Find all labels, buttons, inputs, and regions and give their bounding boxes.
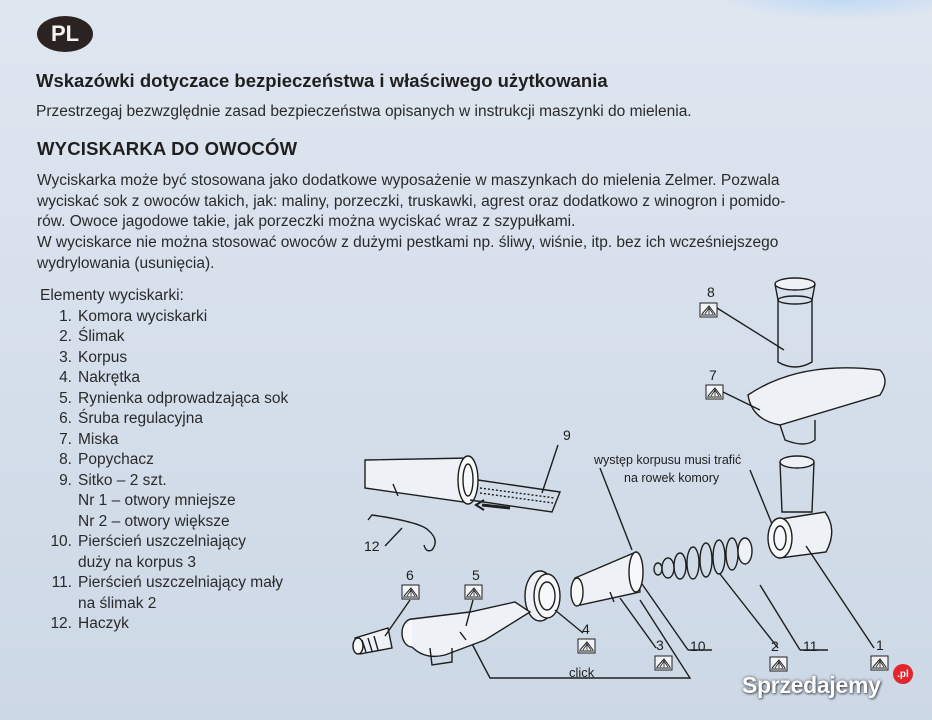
assembly-note-line1: występ korpusu musi trafić [594,453,742,467]
item-label: Nr 2 – otwory większe [78,512,230,530]
juice-spout-part-5 [402,602,530,665]
callout-10: 10 [690,638,706,654]
callout-5: 5 [472,567,480,583]
callout-11: 11 [803,638,818,654]
adjusting-screw-part-6 [353,628,392,654]
callout-2: 2 [771,638,779,654]
item-label: Śruba regulacyjna [78,410,203,427]
item-label: Pierścień uszczelniający mały [78,574,284,591]
item-number: 7. [59,430,72,448]
callout-8: 8 [707,284,715,300]
part-icon [578,639,595,653]
item-label: na ślimak 2 [78,594,157,612]
item-label: Rynienka odprowadzająca sok [78,389,289,407]
part-icon [871,656,888,670]
item-label: Komora wyciskarki [78,307,208,325]
callout-9: 9 [563,427,571,443]
chamber-part-1 [768,456,832,558]
paragraph-line: Wyciskarka może być stosowana jako dodatkowe wyposażenie w maszynkach do mielenia Zelmer. Pozwala [37,172,780,189]
item-label: Nakrętka [78,369,141,386]
callout-12: 12 [364,538,380,554]
callout-3: 3 [656,637,664,653]
watermark-logo: Sprzedajemy [742,672,881,698]
item-label: Korpus [78,348,128,366]
page-subtitle: Przestrzegaj bezwzględnie zasad bezpieczeństwa opisanych w instrukcji maszynki do mielenia. [36,103,692,120]
nut-part-4 [525,571,560,621]
assembly-note-line2: na rowek komory [624,471,720,485]
screw-part-2 [662,538,752,579]
watermark-badge: .pl [893,664,913,684]
page-title: Wskazówki dotyczace bezpieczeństwa i właściwego użytkowania [36,70,608,91]
paragraph-line: rów. Owoce jagodowe takie, jak porzeczki można wyciskać wraz z szypułkami. [37,213,576,230]
sieve-part-9 [365,456,560,512]
parts-list-header: Elementy wyciskarki: [40,287,184,304]
part-icon [700,303,717,317]
item-number: 9. [59,471,72,489]
bowl-part-7 [748,368,885,444]
language-badge: PL [37,16,93,52]
paragraph-line: wyciskać sok z owoców takich, jak: maliny, porzeczki, truskawki, agrest oraz dodatkowo z winogron i pomido- [37,192,786,210]
part-icon [655,656,672,670]
callout-1: 1 [876,637,884,653]
item-label: duży na korpus 3 [78,553,197,571]
item-label: Nr 1 – otwory mniejsze [78,492,236,509]
part-icon [465,585,482,599]
part-icon [706,385,723,399]
click-label: click [569,665,595,680]
item-label: Sitko – 2 szt. [78,471,167,489]
small-ring-part-11 [654,563,662,575]
paragraph-line: wydrylowania (usunięcia). [37,254,215,272]
callout-7: 7 [709,367,717,383]
item-number: 5. [59,389,72,407]
item-number: 11. [51,574,72,591]
item-label: Popychacz [78,451,154,468]
item-label: Haczyk [78,615,129,632]
item-number: 8. [59,451,72,468]
item-label: Pierścień uszczelniający [78,533,246,550]
item-number: 1. [59,307,72,325]
callout-4: 4 [582,621,590,637]
body-part-3 [571,552,643,606]
pusher-part-8 [775,278,815,367]
item-label: Ślimak [78,328,125,345]
callout-6: 6 [406,567,414,583]
item-number: 10. [50,533,72,550]
item-number: 12. [50,615,72,632]
item-number: 3. [59,348,72,366]
paragraph-line: W wyciskarce nie można stosować owoców z dużymi pestkami np. śliwy, wiśnie, itp. bez ich wcześniejszego [37,234,779,251]
item-label: Miska [78,430,119,448]
item-number: 4. [59,369,72,386]
part-icon [402,585,419,599]
part-icon [770,657,787,671]
item-number: 2. [59,328,72,345]
section-title: WYCISKARKA DO OWOCÓW [37,138,298,159]
item-number: 6. [59,410,72,427]
